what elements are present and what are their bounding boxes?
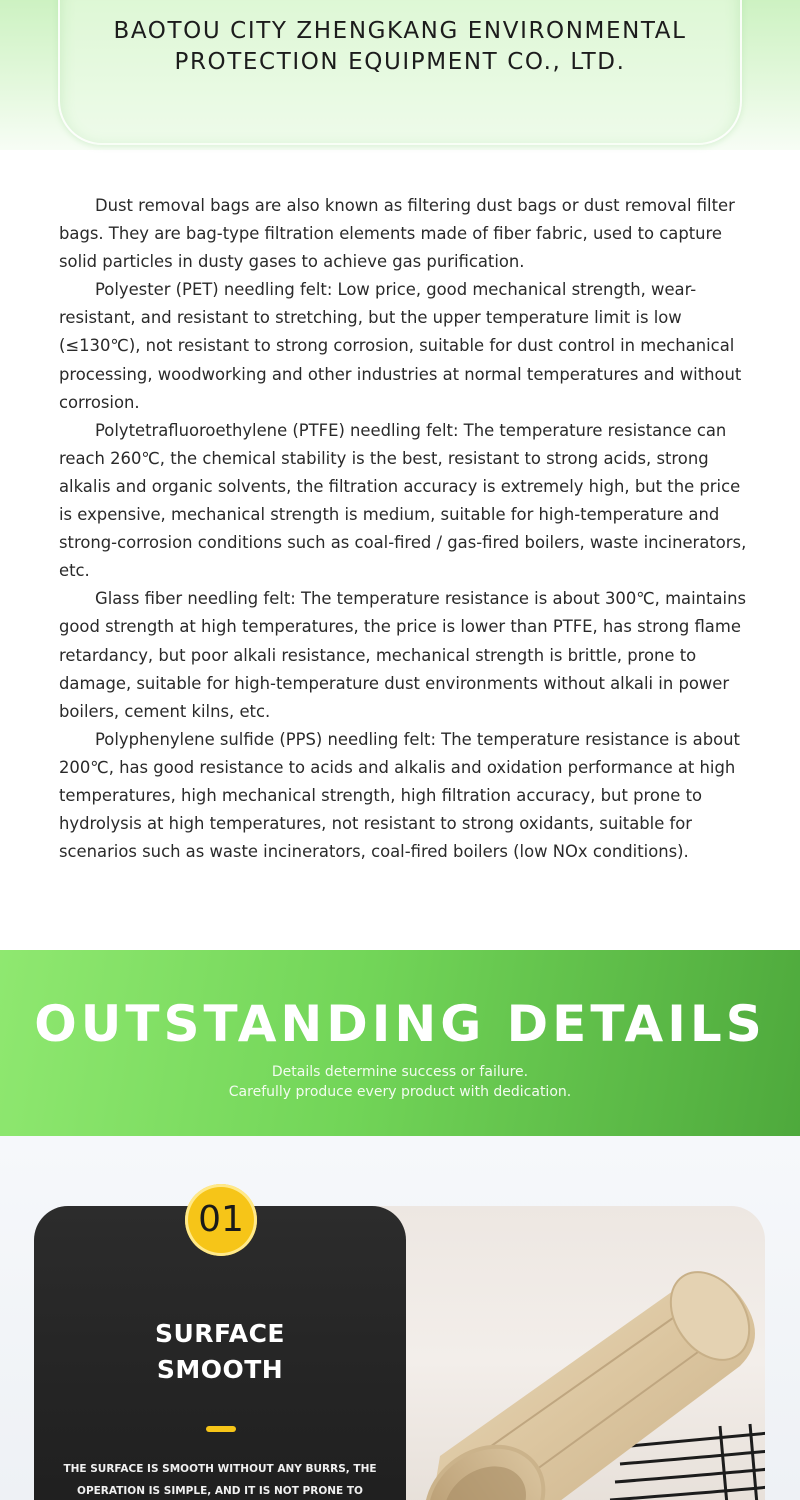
company-name	[60, 16, 740, 78]
paragraph-intro: Dust removal bags are also known as filtering dust bags or dust removal filter bags. They are bag-type filtration elements made of fiber fabric, used to capture solid particles in dusty gases to achieve gas purification.	[59, 196, 735, 272]
paragraph-pet: Polyester (PET) needling felt: Low price, good mechanical strength, wear-resistant, and resistant to stretching, but the upper temperature limit is low (≤130℃), not resistant to strong corrosion, suitable for dust control in mechanical processing, woodworking and other industries at normal temperatures and without corrosion.	[59, 280, 742, 412]
banner-subtitle	[0, 1062, 800, 1102]
feature-description	[60, 1458, 380, 1500]
banner-title: OUTSTANDING DETAILS	[34, 995, 766, 1053]
detail-section	[0, 1136, 800, 1500]
paragraph-glass-fiber: Glass fiber needling felt: The temperature resistance is about 300℃, maintains good strength at high temperatures, the price is lower than PTFE, has strong flame retardancy, but poor alkali resistance, mechanical strength is brittle, prone to damage, suitable for high-temperature dust environments without alkali in power boilers, cement kilns, etc.	[59, 589, 746, 721]
feature-divider	[206, 1426, 236, 1432]
banner-subtitle-line-2: Carefully produce every product with dedication.	[228, 1084, 572, 1100]
paragraph-pps: Polyphenylene sulfide (PPS) needling felt: The temperature resistance is about 200℃, has good resistance to acids and alkalis and oxidation performance at high temperatures, high mechanical strength, high filtration accuracy, but prone to hydrolysis at high temperatures, not resistant to strong oxidants, suitable for scenarios such as waste incinerators, coal-fired boilers (low NOx conditions).	[59, 729, 740, 862]
feature-title-line-2: SMOOTH	[156, 1355, 284, 1384]
feature-description-line-1: THE SURFACE IS SMOOTH WITHOUT ANY BURRS, THE	[63, 1463, 377, 1475]
banner-subtitle-line-1: Details determine success or failure.	[271, 1064, 529, 1080]
paragraph-ptfe: Polytetrafluoroethylene (PTFE) needling felt: The temperature resistance can reach 260℃, the chemical stability is the best, resistant to strong acids, strong alkalis and organic solvents, the filtration accuracy is extremely high, but the price is expensive, mechanical strength is medium, suitable for high-temperature and strong-corrosion conditions such as coal-fired / gas-fired boilers, waste incinerators, etc.	[59, 420, 747, 581]
company-name-line-2: PROTECTION EQUIPMENT CO., LTD.	[174, 49, 626, 75]
feature-title-line-1: SURFACE	[154, 1319, 286, 1348]
feature-title	[34, 1316, 406, 1388]
feature-description-line-2: OPERATION IS SIMPLE, AND IT IS NOT PRONE TO	[77, 1485, 363, 1497]
company-name-line-1: BAOTOU CITY ZHENGKANG ENVIRONMENTAL	[113, 18, 687, 44]
details-banner	[0, 950, 800, 1136]
feature-number-badge: 01	[185, 1184, 257, 1256]
article-body	[59, 192, 749, 866]
